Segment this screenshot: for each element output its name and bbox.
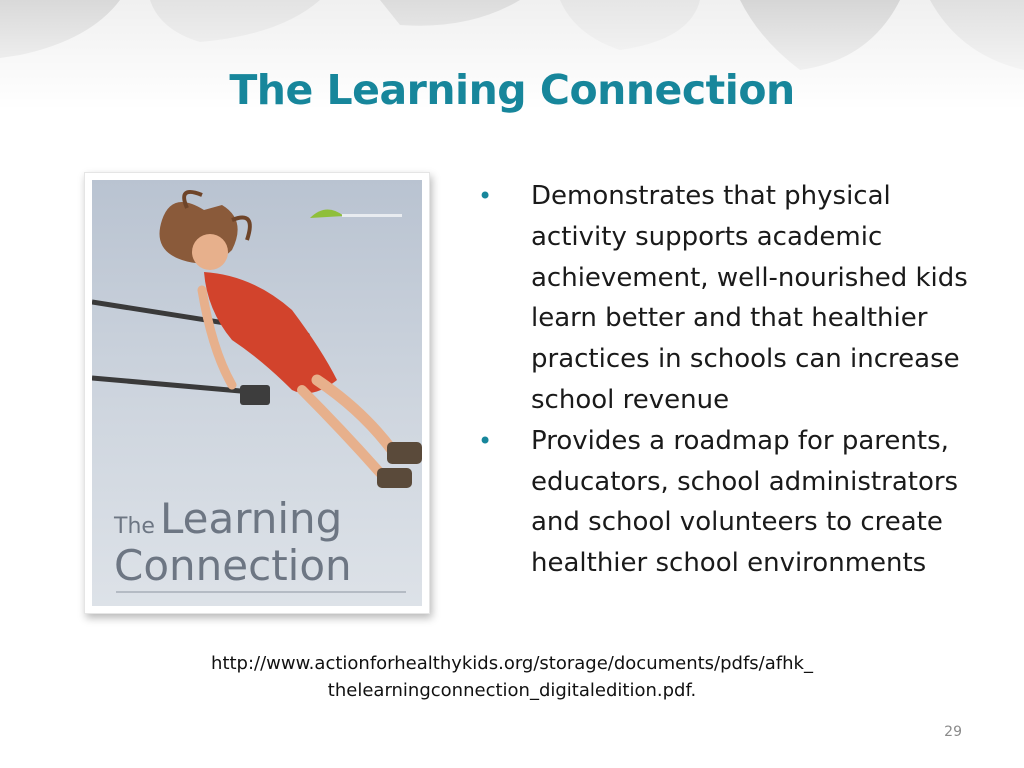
source-url-line-2[interactable]: thelearningconnection_digitaledition.pdf. xyxy=(327,680,697,701)
slide-title: The Learning Connection xyxy=(229,66,795,114)
bullet-text: Demonstrates that physical activity supports academic achievement, well-nourished kids learn better and that healthier practices in schools can increase school revenue xyxy=(531,181,968,415)
cover-title-learning: Learning xyxy=(160,494,343,543)
source-url[interactable] xyxy=(0,650,1024,704)
book-cover xyxy=(84,172,430,614)
bullet-item xyxy=(476,421,996,584)
slide-number: 29 xyxy=(944,724,962,740)
bullet-list xyxy=(476,176,996,584)
book-cover-image xyxy=(92,180,422,606)
source-url-line-1[interactable]: http://www.actionforhealthykids.org/storage/documents/pdfs/afhk_ xyxy=(211,653,813,674)
bullet-text: Provides a roadmap for parents, educators, school administrators and school volunteers to create healthier school environments xyxy=(531,425,959,579)
bullet-item xyxy=(476,176,996,421)
bullet-dot-icon: • xyxy=(478,426,493,455)
cover-title-connection: Connection xyxy=(114,541,352,590)
cover-title-the: The xyxy=(114,514,155,539)
bullet-dot-icon: • xyxy=(478,182,493,210)
